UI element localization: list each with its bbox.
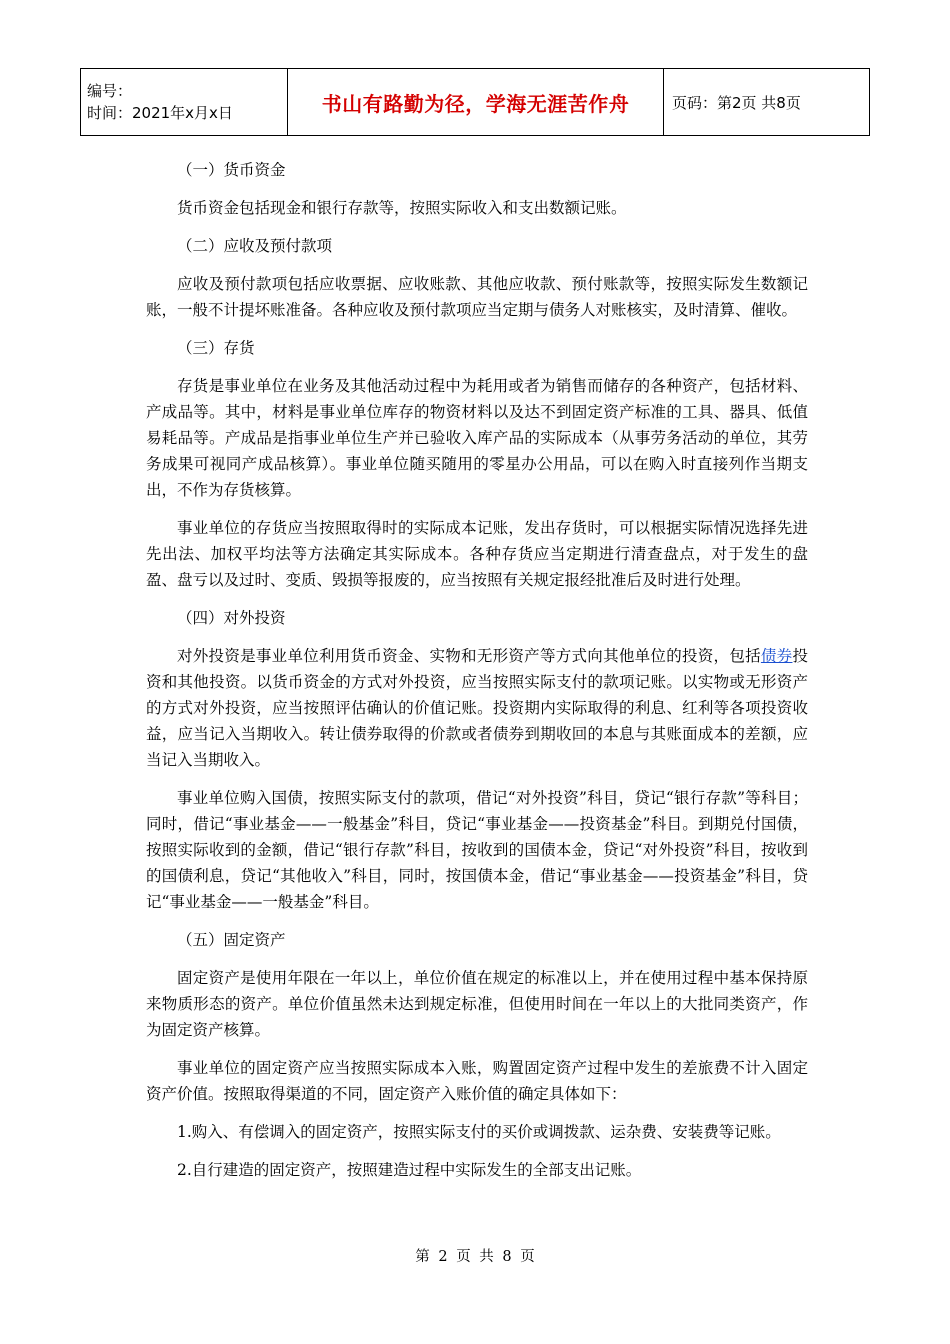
number-label: 编号： xyxy=(87,82,133,100)
header-page-info: 页码：第2页 共8页 xyxy=(664,69,870,136)
section-heading-investment: （四）对外投资 xyxy=(177,609,286,627)
paragraph: 应收及预付款项包括应收票据、应收账款、其他应收款、预付账款等，按照实际发生数额记账，一般不计提坏账准备。各种应收及预付款项应当定期与债务人对账核实，及时清算、催收。 xyxy=(146,275,808,319)
bond-link[interactable]: 债券 xyxy=(760,647,793,665)
time-label: 时间：2021年x月x日 xyxy=(87,104,233,122)
paragraph: 事业单位的固定资产应当按照实际成本入账，购置固定资产过程中发生的差旅费不计入固定资产价值。按照取得渠道的不同，固定资产入账价值的确定具体如下： xyxy=(146,1059,808,1103)
paragraph: 存货是事业单位在业务及其他活动过程中为耗用或者为销售而储存的各种资产，包括材料、产成品等。其中，材料是事业单位库存的物资材料以及达不到固定资产标准的工具、器具、低值易耗品等。产成品是指事业单位生产并已验收入库产品的实际成本（从事劳务活动的单位，其劳务成果可视同产成品核算）。事业单位随买随用的零星办公用品，可以在购入时直接列作当期支出，不作为存货核算。 xyxy=(146,377,808,499)
paragraph-text: 投资和其他投资。以货币资金的方式对外投资，应当按照实际支付的款项记账。以实物或无形资产的方式对外投资，应当按照评估确认的价值记账。投资期内实际取得的利息、红利等各项投资收益，应当记入当期收入。转让债券取得的价款或者债券到期收回的本息与其账面成本的差额，应当记入当期收入。 xyxy=(146,647,808,769)
document-header xyxy=(80,68,870,136)
paragraph: 货币资金包括现金和银行存款等，按照实际收入和支出数额记账。 xyxy=(177,199,627,217)
document-body xyxy=(146,157,808,1195)
header-motto: 书山有路勤为径，学海无涯苦作舟 xyxy=(288,69,664,136)
section-heading-receivables: （二）应收及预付款项 xyxy=(177,237,333,255)
header-meta xyxy=(81,69,288,136)
page-footer: 第 2 页 共 8 页 xyxy=(415,1249,535,1265)
list-item: 1.购入、有偿调入的固定资产，按照实际支付的买价或调拨款、运杂费、安装费等记账。 xyxy=(177,1123,781,1141)
paragraph-text: 对外投资是事业单位利用货币资金、实物和无形资产等方式向其他单位的投资，包括 xyxy=(177,647,761,665)
section-heading-cash: （一）货币资金 xyxy=(177,161,286,179)
paragraph: 事业单位购入国债，按照实际支付的款项，借记“对外投资”科目，贷记“银行存款”等科目；同时，借记“事业基金——一般基金”科目，贷记“事业基金——投资基金”科目。到期兑付国债，按照实际收到的金额，借记“银行存款”科目，按收到的国债本金，贷记“对外投资”科目，按收到的国债利息，贷记“其他收入”科目，同时，按国债本金，借记“事业基金——投资基金”科目，贷记“事业基金——一般基金”科目。 xyxy=(146,789,808,911)
section-heading-fixed-assets: （五）固定资产 xyxy=(177,931,286,949)
paragraph xyxy=(146,643,808,773)
list-item: 2.自行建造的固定资产，按照建造过程中实际发生的全部支出记账。 xyxy=(177,1161,642,1179)
section-heading-inventory: （三）存货 xyxy=(177,339,255,357)
paragraph: 事业单位的存货应当按照取得时的实际成本记账，发出存货时，可以根据实际情况选择先进先出法、加权平均法等方法确定其实际成本。各种存货应当定期进行清查盘点，对于发生的盘盈、盘亏以及过时、变质、毁损等报废的，应当按照有关规定报经批准后及时进行处理。 xyxy=(146,519,808,589)
paragraph: 固定资产是使用年限在一年以上，单位价值在规定的标准以上，并在使用过程中基本保持原来物质形态的资产。单位价值虽然未达到规定标准，但使用时间在一年以上的大批同类资产，作为固定资产核算。 xyxy=(146,969,808,1039)
